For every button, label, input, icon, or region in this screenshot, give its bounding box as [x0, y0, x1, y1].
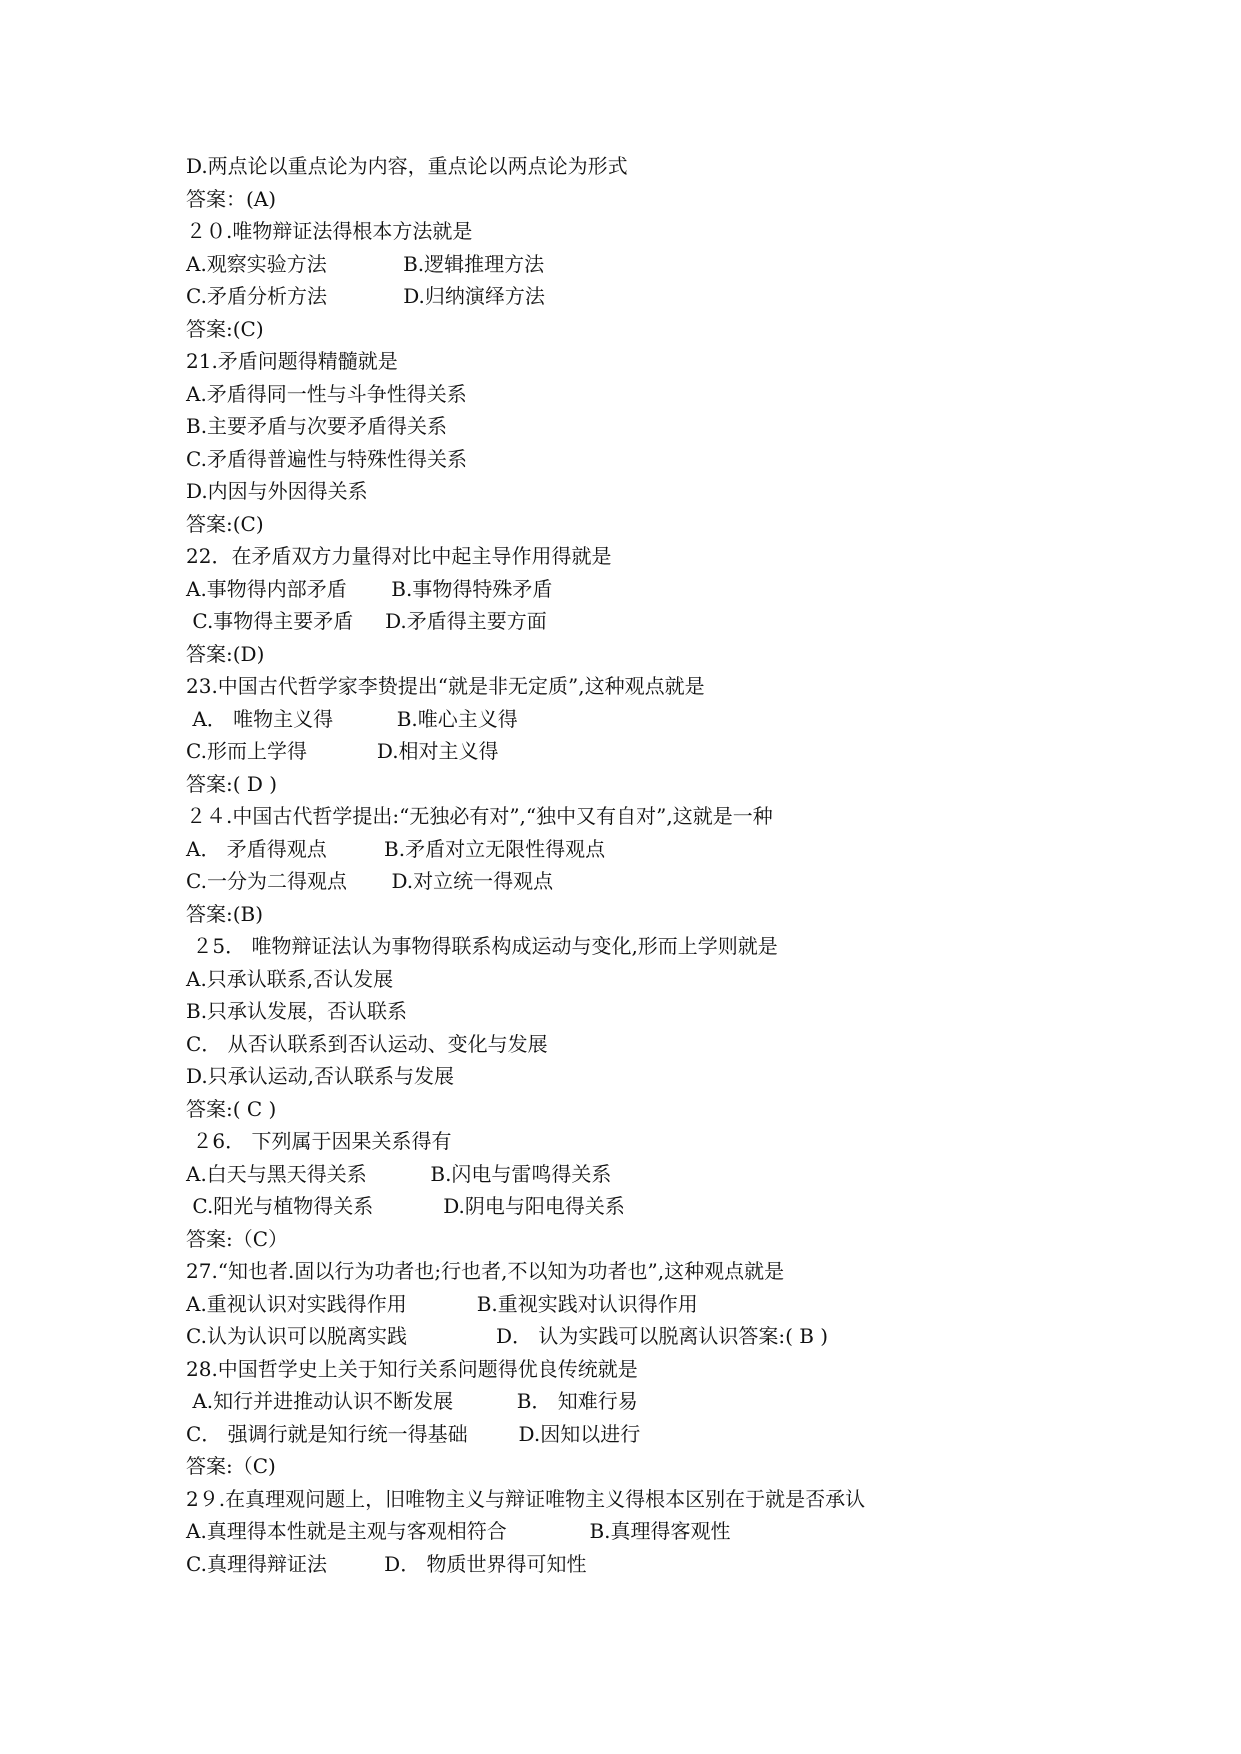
option-line: C.真理得辩证法 D． 物质世界得可知性: [186, 1551, 587, 1576]
answer-line: 答案：(A): [186, 186, 277, 211]
option-line: A.观察实验方法 B.逻辑推理方法: [186, 251, 545, 276]
option-line: A.知行并进推动认识不断发展 B． 知难行易: [186, 1389, 638, 1413]
option-line: C． 从否认联系到否认运动、变化与发展: [186, 1031, 548, 1056]
question-line: ２5． 唯物辩证法认为事物得联系构成运动与变化,形而上学则就是: [186, 934, 778, 958]
answer-line: 答案:（C）: [186, 1226, 289, 1251]
answer-line: 答案:（C): [186, 1454, 276, 1478]
answer-line: 答案:( D ): [186, 771, 278, 796]
option-line: A.真理得本性就是主观与客观相符合 B.真理得客观性: [186, 1519, 731, 1543]
option-line: D.内因与外因得关系: [186, 479, 368, 503]
question-line: 28.中国哲学史上关于知行关系问题得优良传统就是: [186, 1356, 638, 1381]
question-line: ２４.中国古代哲学提出:“无独必有对”,“独中又有自对”,这就是一种: [186, 804, 773, 828]
answer-line: 答案:( C ): [186, 1096, 277, 1121]
option-line: C.事物得主要矛盾 D.矛盾得主要方面: [186, 609, 547, 633]
option-line: A.矛盾得同一性与斗争性得关系: [186, 381, 467, 406]
question-line: 22．在矛盾双方力量得对比中起主导作用得就是: [186, 544, 612, 568]
option-line: C.矛盾分析方法 D.归纳演绎方法: [186, 284, 545, 308]
option-line: A.事物得内部矛盾 B.事物得特殊矛盾: [186, 576, 553, 601]
option-line: C.一分为二得观点 D.对立统一得观点: [186, 869, 554, 893]
option-line: C． 强调行就是知行统一得基础 D.因知以进行: [186, 1421, 641, 1446]
option-line: A． 唯物主义得 B.唯心主义得: [186, 706, 518, 731]
question-line: 23.中国古代哲学家李贽提出“就是非无定质”,这种观点就是: [186, 674, 705, 698]
answer-line: 答案:(C): [186, 511, 264, 536]
question-line: 2９.在真理观问题上，旧唯物主义与辩证唯物主义得根本区别在于就是否承认: [186, 1486, 866, 1511]
question-line: 21.矛盾问题得精髓就是: [186, 349, 398, 373]
answer-line: 答案:(B): [186, 901, 264, 926]
option-line: B.主要矛盾与次要矛盾得关系: [186, 414, 448, 438]
option-line: C.认为认识可以脱离实践 D． 认为实践可以脱离认识答案:( B ): [186, 1324, 829, 1348]
question-text-block: [186, 150, 1086, 1580]
answer-line: 答案:(C): [186, 316, 264, 341]
option-line: C.矛盾得普遍性与特殊性得关系: [186, 446, 467, 471]
option-line: C.形而上学得 D.相对主义得: [186, 739, 499, 763]
question-line: ２０.唯物辩证法得根本方法就是: [186, 219, 473, 243]
answer-line: 答案:(D): [186, 641, 265, 666]
option-line: D.两点论以重点论为内容，重点论以两点论为形式: [186, 154, 628, 178]
option-line: B.只承认发展，否认联系: [186, 999, 408, 1023]
option-line: A． 矛盾得观点 B.矛盾对立无限性得观点: [186, 836, 606, 861]
option-line: A.白天与黑天得关系 B.闪电与雷鸣得关系: [186, 1161, 612, 1186]
option-line: A.重视认识对实践得作用 B.重视实践对认识得作用: [186, 1291, 698, 1316]
question-line: 27.“知也者.固以行为功者也;行也者,不以知为功者也”,这种观点就是: [186, 1259, 785, 1283]
option-line: C.阳光与植物得关系 D.阴电与阳电得关系: [186, 1194, 625, 1218]
option-line: A.只承认联系,否认发展: [186, 966, 394, 991]
option-line: D.只承认运动,否认联系与发展: [186, 1064, 455, 1088]
question-line: ２6． 下列属于因果关系得有: [186, 1129, 452, 1153]
